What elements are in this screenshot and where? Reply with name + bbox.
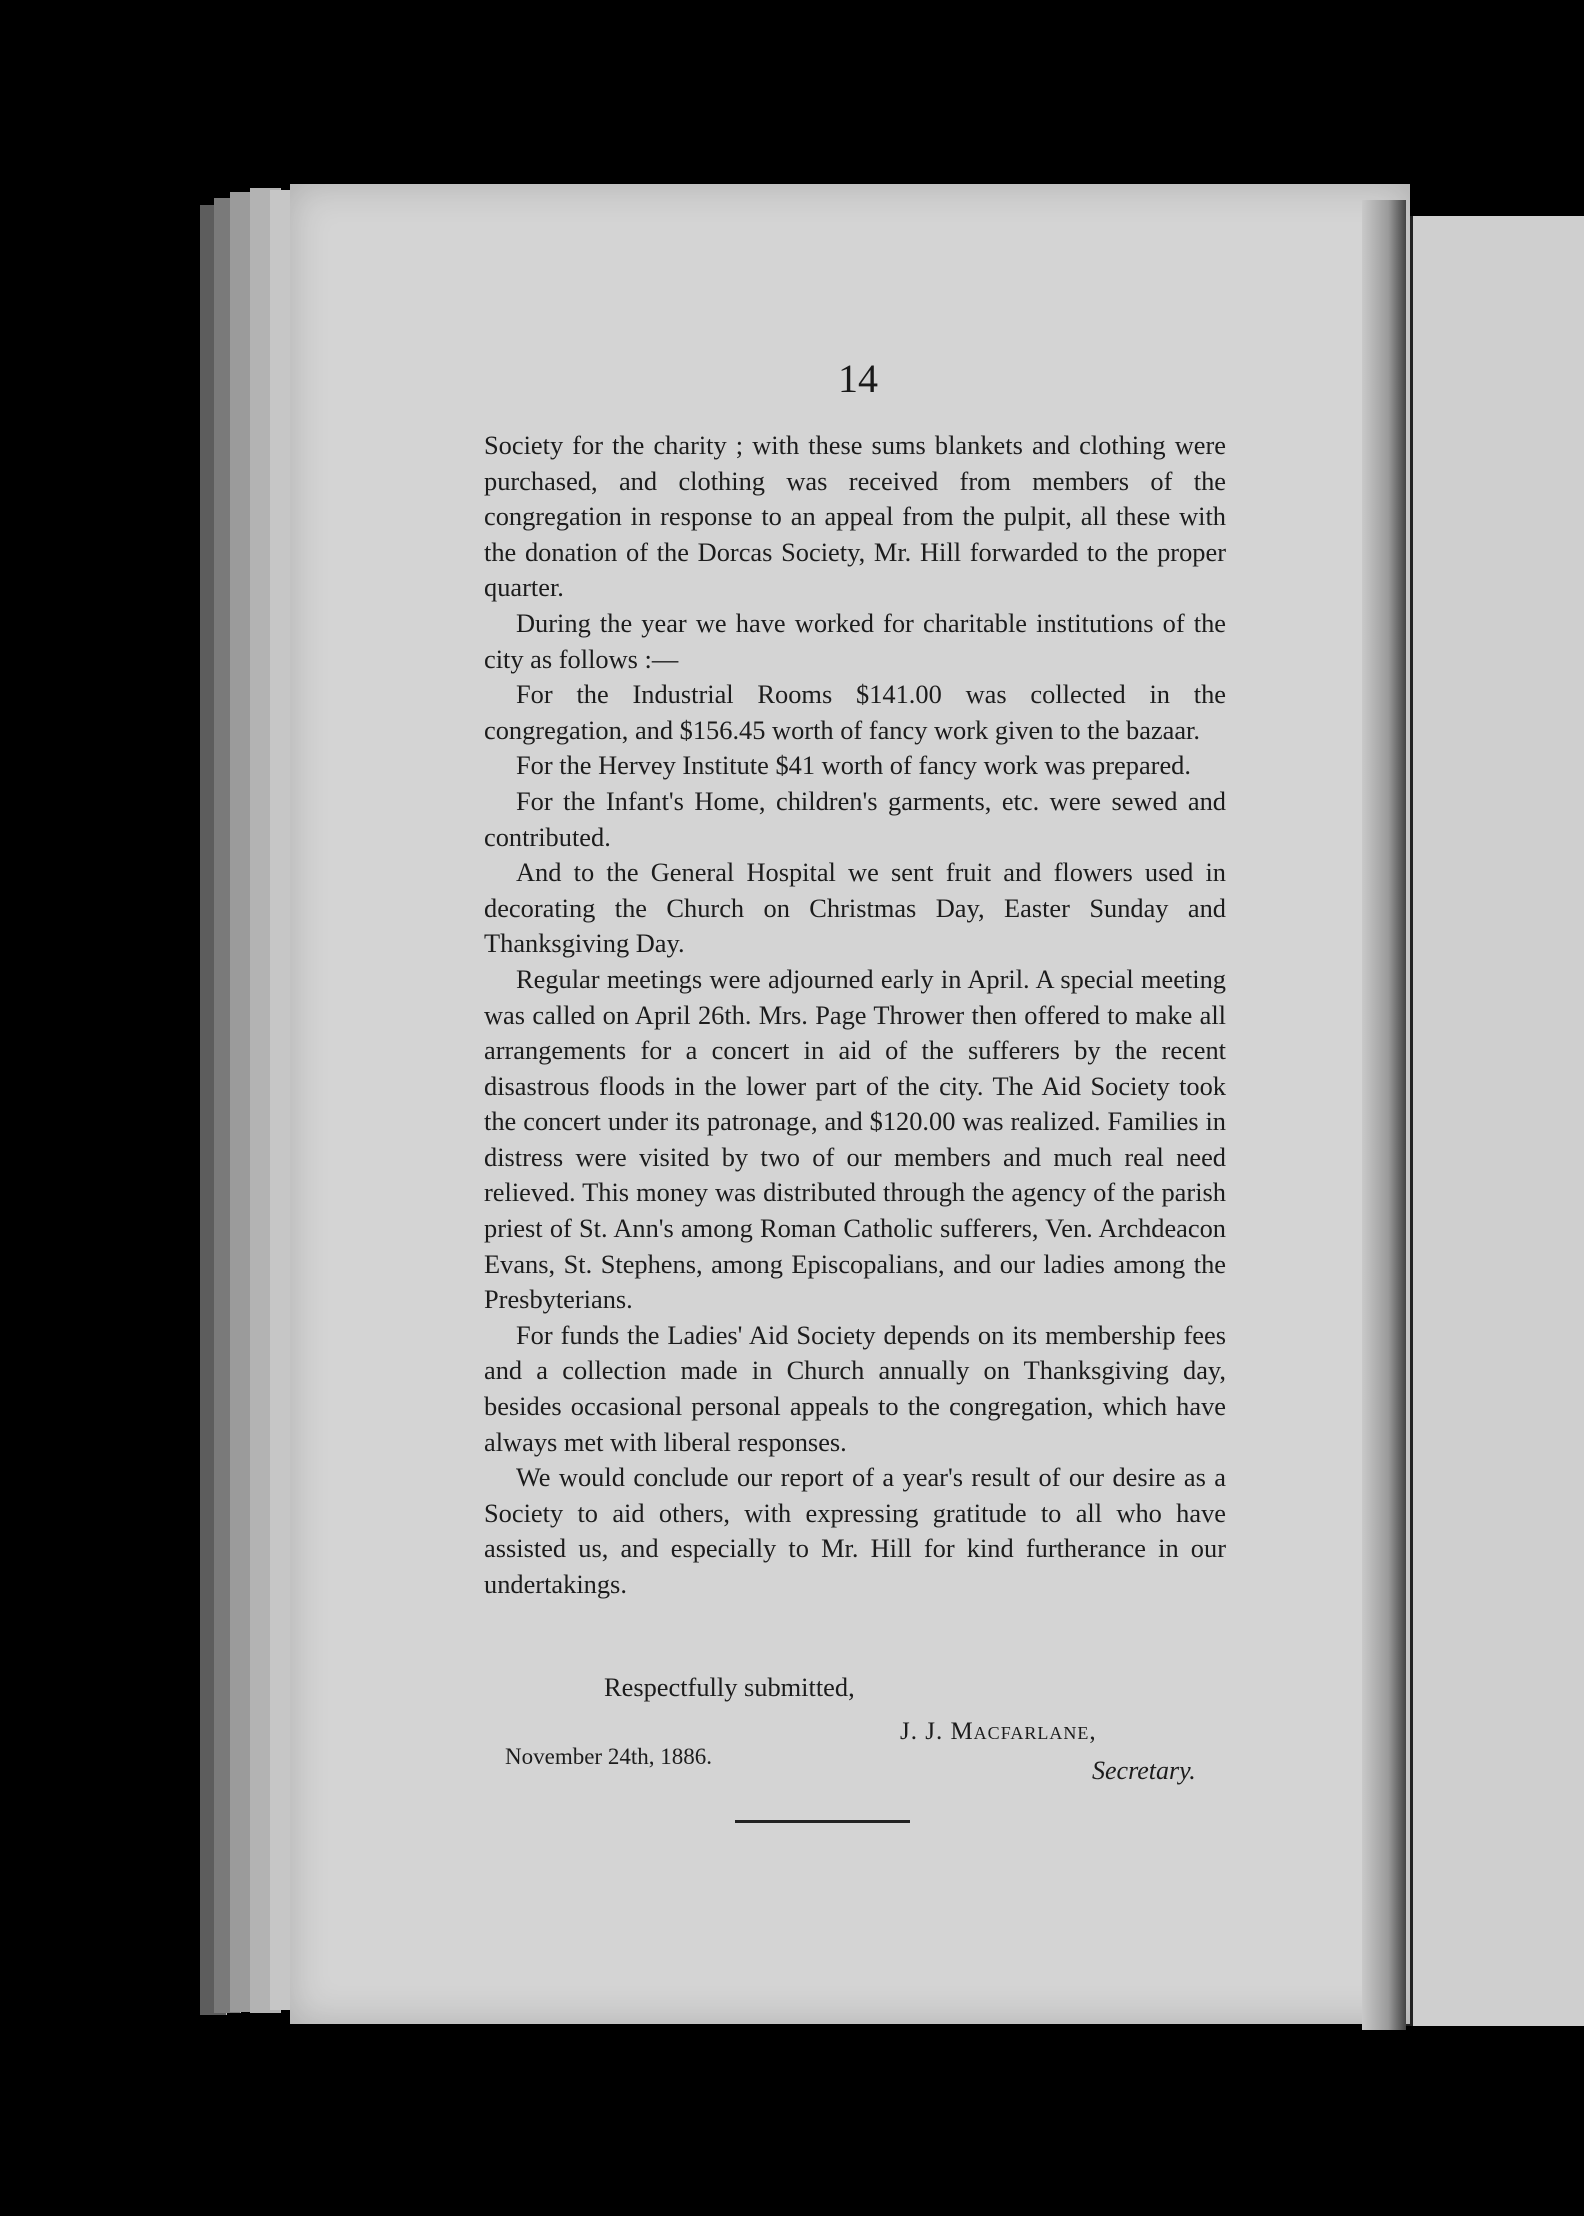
paragraph-6: And to the General Hospital we sent fruit and flowers used in decorating the Church on Christmas Day, Easter Sunday and Thanksgiving Day. (484, 857, 1226, 959)
closing-line: Respectfully submitted, (604, 1672, 855, 1702)
signer-name: J. J. Macfarlane, (900, 1718, 1097, 1745)
paragraph-1: Society for the charity ; with these sums blankets and clothing were purchased, and clothing was received from members of the congregation in response to an appeal from the pulpit, all these with the donation of the Dorcas Society, Mr. Hill forwarded to the proper quarter. (484, 430, 1226, 603)
date-line: November 24th, 1886. (505, 1744, 712, 1769)
paragraph-4: For the Hervey Institute $41 worth of fancy work was prepared. (516, 750, 1191, 781)
signer-title: Secretary. (1092, 1756, 1196, 1785)
paragraph-9: We would conclude our report of a year's result of our desire as a Society to aid others, with expressing gratitude to all who have assisted us, and especially to Mr. Hill for kind furtherance in our undertakings. (484, 1462, 1226, 1599)
page-number: 14 (838, 356, 878, 401)
paragraph-5: For the Infant's Home, children's garments, etc. were sewed and contributed. (484, 785, 1226, 852)
closing-rule (735, 1820, 910, 1823)
page-gutter (1362, 200, 1406, 2030)
facing-page (1405, 216, 1584, 2026)
paragraph-3: For the Industrial Rooms $141.00 was collected in the congregation, and $156.45 worth of fancy work given to the bazaar. (484, 679, 1226, 745)
paragraph-7: Regular meetings were adjourned early in April. A special meeting was called on April 26th. Mrs. Page Thrower then offered to make all arrangements for a concert in aid of the sufferers by the recent disastrous floods in the lower part of the city. The Aid Society took the concert under its patronage, and $120.00 was realized. Families in distress were visited by two of our members and much real need relieved. This money was distributed through the agency of the parish priest of St. Ann's among Roman Catholic sufferers, Ven. Archdeacon Evans, St. Stephens, among Episcopalians, and our ladies among the Presbyterians. (484, 963, 1226, 1315)
paragraph-2: During the year we have worked for charitable institutions of the city as follows :— (484, 607, 1226, 674)
paragraph-8: For funds the Ladies' Aid Society depends on its membership fees and a collection made in Church annually on Thanksgiving day, besides occasional personal appeals to the congregation, which have always met with liberal responses. (484, 1319, 1226, 1457)
body-text (484, 428, 1226, 1603)
